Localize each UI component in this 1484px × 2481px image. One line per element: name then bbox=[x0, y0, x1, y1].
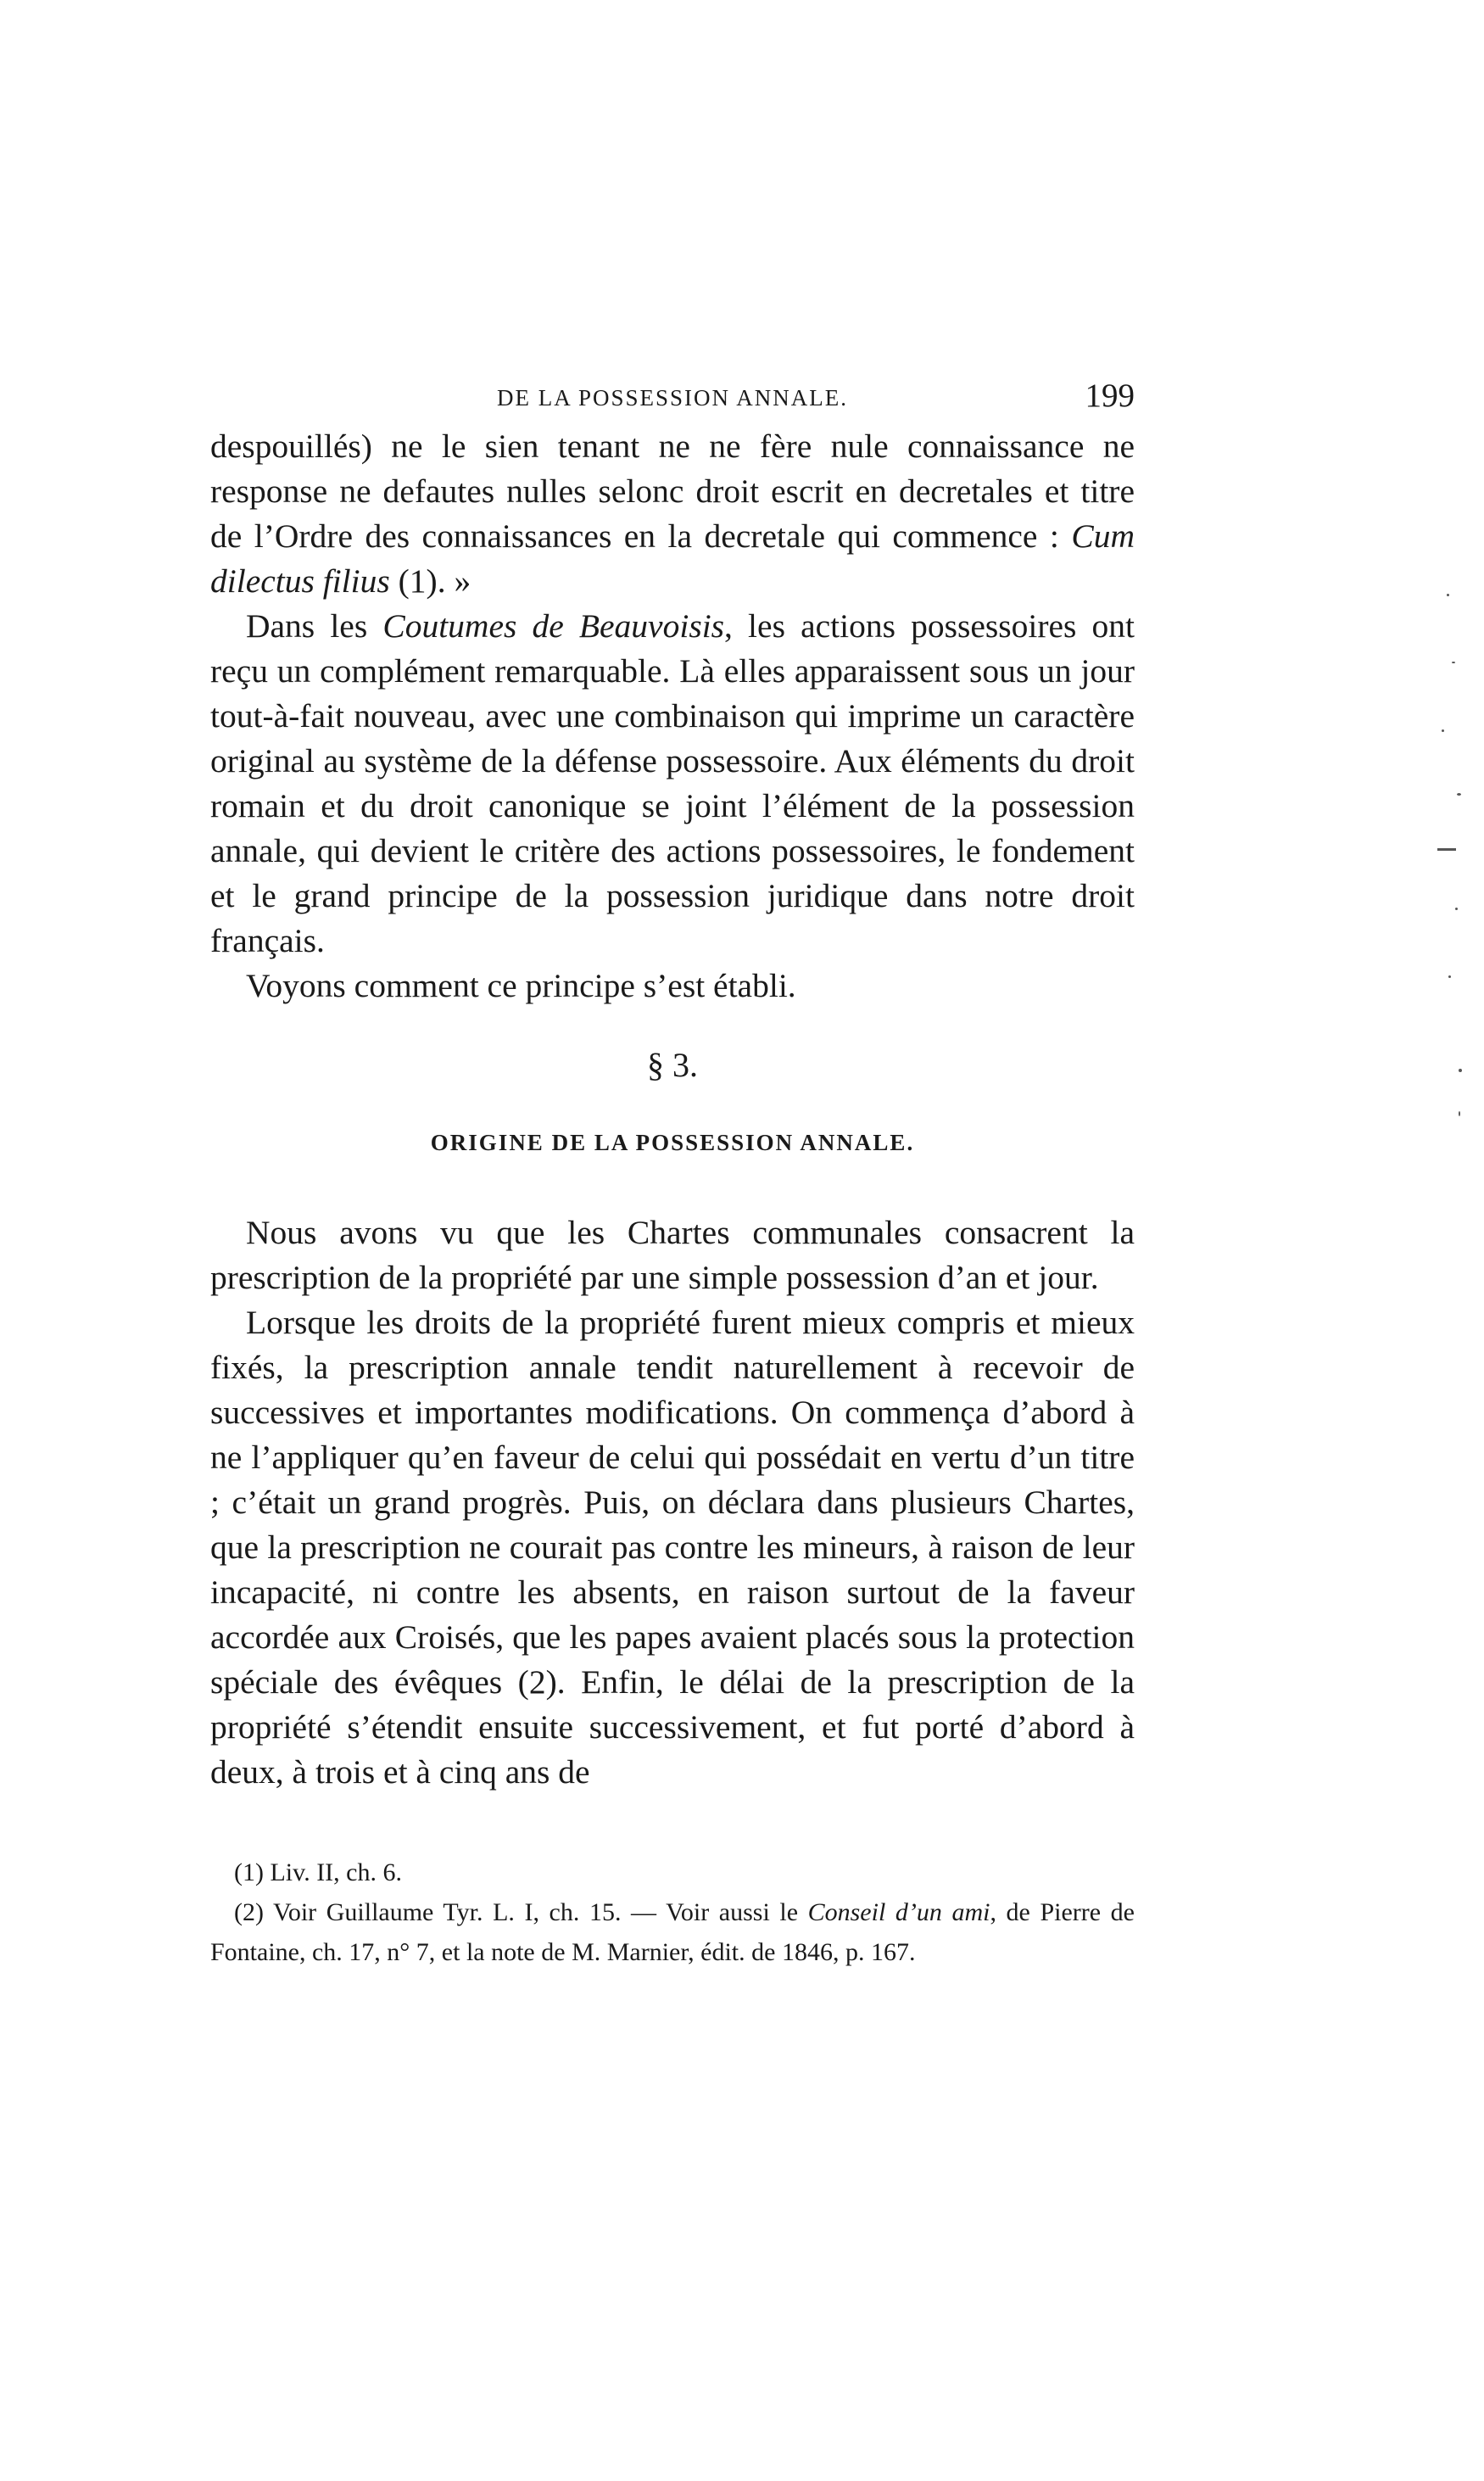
paragraph-chartes: Nous avons vu que les Chartes communales consacrent la prescription de la propriété par une simple possession d’an et jour. bbox=[210, 1214, 1135, 1296]
footnote-2 bbox=[210, 1892, 1135, 1972]
speck bbox=[1459, 1069, 1462, 1072]
footnotes bbox=[210, 1852, 1135, 1972]
running-title: DE LA POSSESSION ANNALE. bbox=[496, 385, 849, 411]
paragraph-continuation bbox=[210, 424, 1135, 604]
italic-title: Coutumes de Beauvoisis bbox=[382, 607, 725, 645]
paragraph-text: Dans les bbox=[246, 607, 383, 645]
italic-title: Conseil d’un ami bbox=[807, 1898, 990, 1926]
paragraph-lorsque: Lorsque les droits de la propriété furent mieux compris et mieux fixés, la prescription annale tendit naturellement à recevoir de successives et importantes modifications. On commença d’abord à ne l’appliquer qu’en faveur de celui qui possédait en vertu d’un titre ; c’était un grand progrès. Puis, on déclara dans plusieurs Chartes, que la prescription ne courait pas contre les mineurs, à raison de leur incapacité, ni contre les absents, en raison surtout de la faveur accordée aux Croisés, que les papes avaient placés sous la protection spéciale des évêques (2). Enfin, le délai de la prescription de la propriété s’étendit ensuite successivement, et fut porté d’abord à deux, à trois et à cinq ans de bbox=[210, 1304, 1135, 1791]
speck bbox=[1442, 729, 1444, 732]
italic-citation: Cum dilectus filius bbox=[210, 517, 1135, 600]
footnote-text: (2) Voir Guillaume Tyr. L. I, ch. 15. — Voir aussi le bbox=[234, 1898, 808, 1926]
speck bbox=[1448, 975, 1451, 978]
section-number: § 3. bbox=[647, 1046, 698, 1084]
page-number: 199 bbox=[1085, 377, 1135, 414]
speck bbox=[1455, 908, 1458, 910]
speck bbox=[1447, 594, 1449, 596]
paragraph-text: despouillés) ne le sien tenant ne ne fère nule connaissance ne response ne defautes nulles selonc droit escrit en decretales et titre de l’Ordre des connaissances en la decretale qui commence : bbox=[210, 427, 1135, 555]
footnote-1: (1) Liv. II, ch. 6. bbox=[234, 1858, 402, 1886]
speck bbox=[1452, 662, 1455, 663]
paragraph-text: , les actions possessoires ont reçu un complément remarquable. Là elles apparaissent sous un jour tout-à-fait nouveau, avec une combinaison qui imprime un caractère original au système de la défense possessoire. Aux éléments du droit romain et du droit canonique se joint l’élément de la possession annale, qui devient le critère des actions possessoires, le fondement et le grand principe de la possession juridique dans notre droit français. bbox=[210, 607, 1135, 959]
speck bbox=[1459, 1111, 1460, 1116]
paragraph-voyons: Voyons comment ce principe s’est établi. bbox=[246, 967, 796, 1004]
section-title: ORIGINE DE LA POSSESSION ANNALE. bbox=[430, 1130, 915, 1155]
footnote-text: , de Pierre de Fontaine, ch. 17, n° 7, et la note de M. Marnier, édit. de 1846, p. 167. bbox=[210, 1898, 1135, 1966]
speck bbox=[1457, 793, 1461, 796]
book-page bbox=[210, 373, 1135, 1972]
paragraph-beauvoisis bbox=[210, 604, 1135, 964]
speck bbox=[1437, 848, 1456, 851]
running-head bbox=[210, 373, 1135, 424]
footnote-ref-1: (1). » bbox=[389, 562, 471, 600]
main-text bbox=[210, 424, 1135, 1795]
